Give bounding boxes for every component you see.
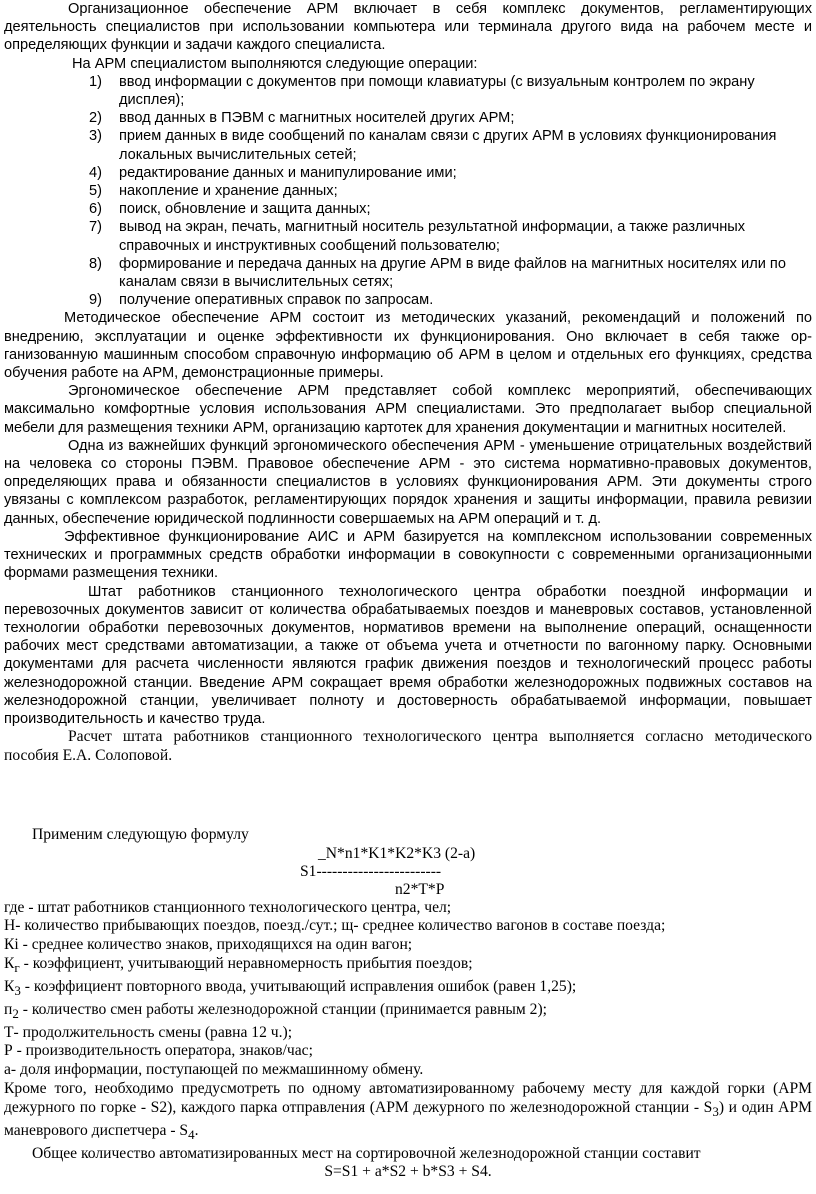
formula-intro: Применим следующую формулу <box>32 825 249 843</box>
definition-line: $п_2$ - количество смен работы железнодорожной станции (принимается равным 2); <box>4 1000 547 1021</box>
paragraph-ais: Эффективное функционирование АИС и АРМ базируется на комплексном использовании современных технических и программных средств обработки информации в совокупности с современными организационными формами размещения техники. <box>4 528 812 582</box>
paragraph-additional-workstations: Кроме того, необходимо предусмотреть по одному автоматизированному рабочему месту для каждой горки (АРМ дежурного по горке - S2), каждого парка отправления (АРМ дежурного по железнодорожной станции - $S_3$) и один АРМ маневрового диспетчера - $S_4$. <box>4 1080 812 1142</box>
operation-item: 3) прием данных в виде сообщений по каналам связи с других АРМ в условиях функционирования локальных вычислительных сетей; <box>89 128 777 163</box>
operations-intro: На АРМ специалистом выполняются следующие операции: <box>72 55 478 72</box>
formula-denominator: n2*T*P <box>395 880 445 898</box>
definition-line: Кi - среднее количество знаков, приходящихся на один вагон; <box>4 936 413 954</box>
variable-definitions <box>4 899 812 1081</box>
definition-line: а- доля информации, поступающей по межмашинному обмену. <box>4 1061 424 1079</box>
paragraph-calculation: Расчет штата работников станционного технологического центра выполняется согласно методического пособия Е.А. Солоповой. <box>4 728 812 764</box>
paragraph-methodical: Методическое обеспечение АРМ состоит из методических указаний, рекомендаций и положений по внедрению, эксплуатации и оценке эффективности их функционирования. Оно включает в себя также ор-ганизованную машинным способом справочную информацию об АРМ в целом и отдельных его функциях, средства обучения работе на АРМ, демонстрационные примеры. <box>4 310 812 382</box>
definition-line: Н- количество прибывающих поездов, поезд./сут.; щ- среднее количество вагонов в составе поезда; <box>4 917 666 935</box>
paragraph-legal: Одна из важнейших функций эргономического обеспечения АРМ - уменьшение отрицательных воздействий на человека со стороны ПЭВМ. Правовое обеспечение АРМ - это система нормативно-правовых документов, определяющих права и обязанности специалистов в условиях функционирования АРМ. Эти документы строго увязаны с комплексом разработок, регламентирующих порядок хранения и защиты информации, правила ревизии данных, обеспечение юридической подлинности совершаемых на АРМ операций и т. д. <box>4 437 812 527</box>
operation-item: 4) редактирование данных и манипулирование ими; <box>89 164 457 181</box>
upper-section <box>4 0 812 728</box>
definition-line: $К_3$ - коэффициент повторного ввода, учитывающий исправления ошибок (равен 1,25); <box>4 977 577 998</box>
operation-item: 6) поиск, обновление и защита данных; <box>89 201 371 218</box>
lower-section <box>4 728 812 1182</box>
operation-item: 8) формирование и передача данных на другие АРМ в виде файлов на магнитных носителях или по каналам связи в вычислительных сетях; <box>89 255 786 291</box>
operation-item: 7) вывод на экран, печать, магнитный носитель результатной информации, а также различных справочных и инструктивных сообщений пользователю; <box>89 219 746 254</box>
operations-list <box>4 73 812 310</box>
staff-formula <box>4 845 812 899</box>
paragraph-organizational: Организационное обеспечение АРМ включает в себя комплекс документов, регламентирующих деятельность специалистов при использовании компьютера или терминала другого вида на рабочем месте и определяющих функции и задачи каждого специалиста. <box>4 1 812 54</box>
definition-line: $К_г$ - коэффициент, учитывающий неравномерность прибытия поездов; <box>4 954 473 976</box>
paragraph-ergonomic: Эргономическое обеспечение АРМ представляет собой комплекс мероприятий, обеспечивающих максимально комфортные условия использования АРМ специалистами. Это предполагает выбор специальной мебели для размещения техники АРМ, организацию картотек для хранения документации и магнитных носителей. <box>4 383 812 436</box>
operation-item: 1) ввод информации с документов при помощи клавиатуры (с визуальным контролем по экрану дисплея); <box>89 73 755 109</box>
paragraph-staff: Штат работников станционного технологического центра обработки поездной информации и перевозочных документов зависит от количества обрабатываемых поездов и маневровых составов, установленной технологии обработки перевозочных документов, нормативов времени на выполнение операций, оснащенности рабочих мест средствами автоматизации, а также от объема учета и отчетности по вагонному парку. Основными документами для расчета численности являются график движения поездов и технологический процесс работы железнодорожной станции. Введение АРМ сокращает время обработки железнодорожных подвижных составов на железнодорожной станции, увеличивает полноту и достоверность обрабатываемой информации, повышает производительность и качество труда. <box>4 583 812 727</box>
operation-item: 5) накопление и хранение данных; <box>89 183 338 200</box>
operation-item: 9) получение оперативных справок по запросам. <box>89 292 434 309</box>
definition-line: где - штат работников станционного технологического центра, чел; <box>4 898 452 916</box>
paragraph-total: Общее количество автоматизированных мест на сортировочной железнодорожной станции составит <box>32 1144 701 1162</box>
definition-line: Т- продолжительность смены (равна 12 ч.); <box>4 1023 293 1041</box>
definition-line: Р - производительность оператора, знаков/час; <box>4 1042 313 1060</box>
formula-lhs: S1------------------------ <box>300 862 442 880</box>
total-formula: S=S1 + а*S2 + b*S3 + S4. <box>324 1163 492 1181</box>
operation-item: 2) ввод данных в ПЭВМ с магнитных носителей других АРМ; <box>89 110 515 127</box>
formula-numerator: _N*n1*K1*K2*K3 (2-а) <box>318 844 476 862</box>
